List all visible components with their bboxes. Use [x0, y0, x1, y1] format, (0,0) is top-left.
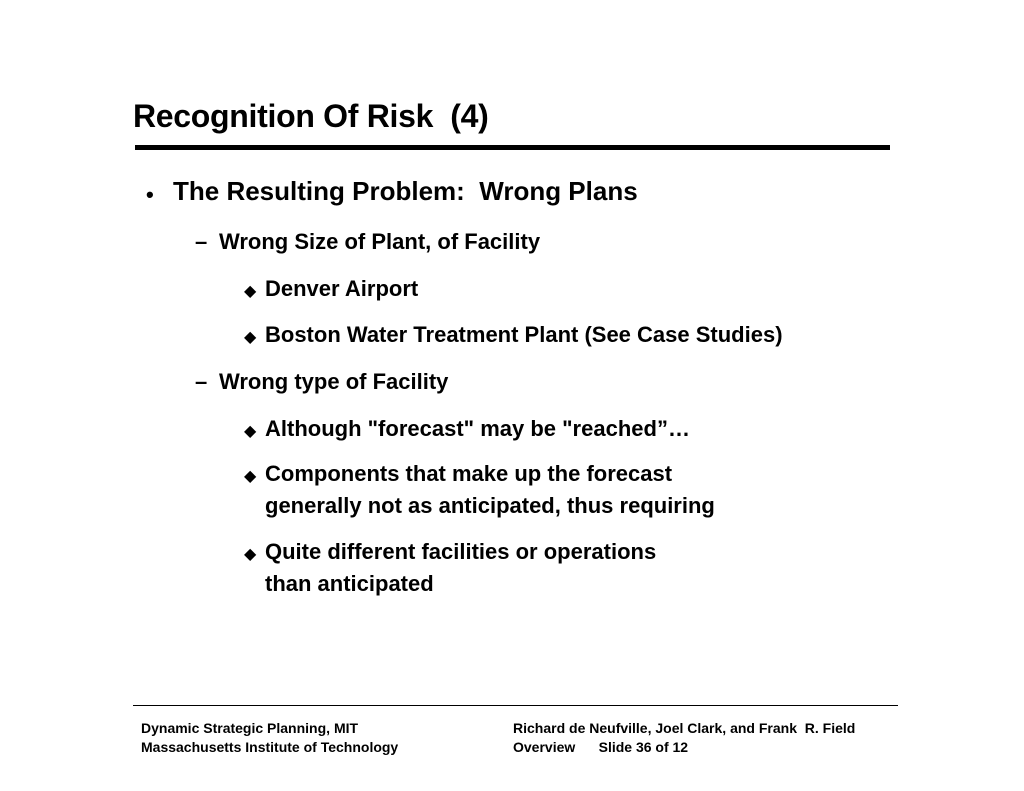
- dash-marker: –: [195, 369, 208, 394]
- item-different-facilities-line2: than anticipated: [265, 571, 434, 596]
- item-boston-water: Boston Water Treatment Plant (See Case Studies): [265, 322, 783, 347]
- page-title: Recognition Of Risk (4): [133, 98, 489, 134]
- diamond-marker: ◆: [244, 468, 257, 485]
- title-underline: [135, 145, 890, 150]
- diamond-marker: ◆: [244, 283, 257, 300]
- footer-institution: Massachusetts Institute of Technology: [141, 739, 399, 755]
- footer-rule: [133, 705, 898, 706]
- bullet-dot: •: [146, 182, 154, 207]
- item-denver-airport: Denver Airport: [265, 276, 419, 301]
- item-components-line1: Components that make up the forecast: [265, 461, 673, 486]
- item-different-facilities-line1: Quite different facilities or operations: [265, 539, 657, 564]
- diamond-marker: ◆: [244, 329, 257, 346]
- item-components-line2: generally not as anticipated, thus requiring: [265, 493, 715, 518]
- diamond-marker: ◆: [244, 546, 257, 563]
- item-forecast-reached: Although "forecast" may be "reached”…: [265, 416, 690, 441]
- subbullet-wrong-type: Wrong type of Facility: [219, 369, 449, 394]
- dash-marker: –: [195, 229, 208, 254]
- bullet-resulting-problem: The Resulting Problem: Wrong Plans: [173, 176, 638, 206]
- diamond-marker: ◆: [244, 423, 257, 440]
- subbullet-wrong-size: Wrong Size of Plant, of Facility: [219, 229, 541, 254]
- footer-slide-number: Overview Slide 36 of 12: [513, 739, 689, 755]
- footer-course: Dynamic Strategic Planning, MIT: [141, 720, 359, 736]
- footer-authors: Richard de Neufville, Joel Clark, and Frank R. Field: [513, 720, 856, 736]
